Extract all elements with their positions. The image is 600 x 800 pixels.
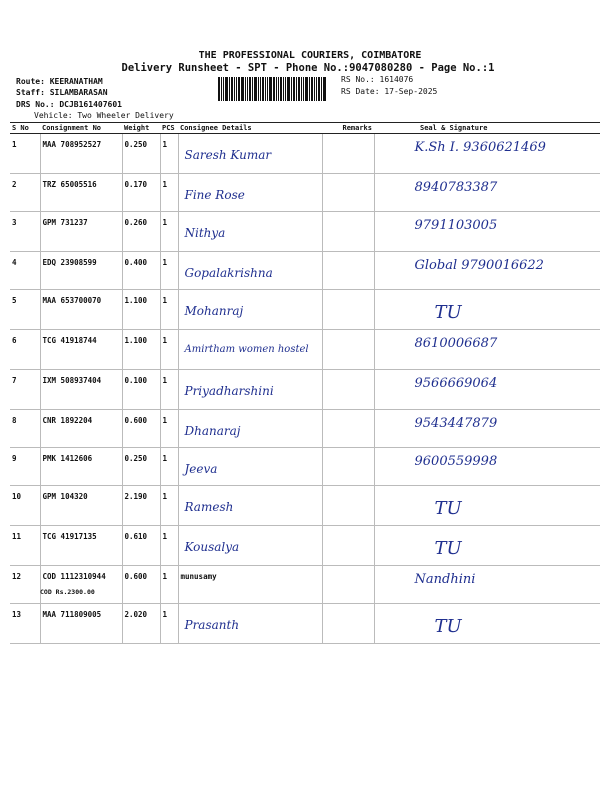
row-pcs: 1 bbox=[160, 566, 178, 604]
row-signature bbox=[374, 134, 600, 174]
row-weight: 0.600 bbox=[122, 410, 160, 448]
barcode-bar bbox=[296, 77, 297, 101]
signature-handwriting: TU bbox=[434, 538, 462, 559]
col-signature: Seal & Signature bbox=[374, 123, 600, 134]
row-consignee bbox=[178, 526, 322, 566]
barcode-bar bbox=[318, 77, 320, 101]
row-consignment: MAA 708952527 bbox=[40, 134, 122, 174]
row-sno: 7 bbox=[10, 370, 40, 410]
row-signature bbox=[374, 290, 600, 330]
table-row bbox=[10, 370, 600, 410]
barcode-bar bbox=[287, 77, 290, 101]
row-weight: 0.250 bbox=[122, 134, 160, 174]
consignee-handwriting: Mohanraj bbox=[184, 304, 244, 318]
row-remarks bbox=[322, 410, 374, 448]
row-remarks bbox=[322, 252, 374, 290]
barcode-bar bbox=[225, 77, 228, 101]
row-consignee bbox=[178, 174, 322, 212]
row-sno: 10 bbox=[10, 486, 40, 526]
barcode-bar bbox=[245, 77, 246, 101]
row-signature bbox=[374, 566, 600, 604]
barcode-bar bbox=[267, 77, 268, 101]
barcode-bar bbox=[238, 77, 240, 101]
row-consignee bbox=[178, 448, 322, 486]
barcode-bar bbox=[280, 77, 282, 101]
barcode-bar bbox=[236, 77, 237, 101]
consignee-handwriting: Dhanaraj bbox=[184, 424, 241, 438]
row-sno: 12 bbox=[10, 566, 40, 604]
row-remarks bbox=[322, 290, 374, 330]
barcode-bar bbox=[305, 77, 308, 101]
table-row bbox=[10, 290, 600, 330]
signature-handwriting: 8610006687 bbox=[414, 336, 498, 351]
consignee-handwriting: Amirtham women hostel bbox=[184, 344, 309, 355]
row-weight: 2.190 bbox=[122, 486, 160, 526]
row-sno: 8 bbox=[10, 410, 40, 448]
barcode-bar bbox=[221, 77, 222, 101]
barcode-bar bbox=[223, 77, 224, 101]
row-weight: 1.100 bbox=[122, 330, 160, 370]
row-consignment: GPM 731237 bbox=[40, 212, 122, 252]
consignee-handwriting: Saresh Kumar bbox=[184, 148, 272, 162]
consignee-handwriting: Gopalakrishna bbox=[184, 266, 273, 280]
table-row bbox=[10, 330, 600, 370]
row-consignment: CNR 1892204 bbox=[40, 410, 122, 448]
row-weight: 2.020 bbox=[122, 604, 160, 644]
barcode-bar bbox=[314, 77, 315, 101]
row-sno: 3 bbox=[10, 212, 40, 252]
signature-handwriting: 8940783387 bbox=[414, 180, 498, 195]
row-consignment: TRZ 65005516 bbox=[40, 174, 122, 212]
row-remarks bbox=[322, 370, 374, 410]
barcode-bar bbox=[218, 77, 220, 101]
barcode-bar bbox=[276, 77, 277, 101]
row-pcs: 1 bbox=[160, 174, 178, 212]
table-header-row bbox=[10, 123, 600, 134]
signature-handwriting: TU bbox=[434, 302, 462, 323]
barcode-bar bbox=[323, 77, 326, 101]
row-consignment: GPM 104320 bbox=[40, 486, 122, 526]
row-consignment: PMK 1412606 bbox=[40, 448, 122, 486]
row-sno: 13 bbox=[10, 604, 40, 644]
staff-label: Staff: SILAMBARASAN bbox=[16, 88, 108, 97]
row-pcs: 1 bbox=[160, 410, 178, 448]
table-row bbox=[10, 212, 600, 252]
consignee-handwriting: Prasanth bbox=[184, 618, 240, 632]
barcode-bar bbox=[293, 77, 295, 101]
consignee-handwriting: Ramesh bbox=[184, 500, 234, 514]
barcode-bar bbox=[249, 77, 251, 101]
row-consignment: MAA 653700070 bbox=[40, 290, 122, 330]
consignee-handwriting: Kousalya bbox=[184, 540, 240, 554]
row-consignment: MAA 711809005 bbox=[40, 604, 122, 644]
row-remarks bbox=[322, 604, 374, 644]
barcode-bar bbox=[309, 77, 310, 101]
row-consignee bbox=[178, 566, 322, 604]
barcode-bar bbox=[298, 77, 300, 101]
row-consignee bbox=[178, 330, 322, 370]
signature-handwriting: 9543447879 bbox=[414, 416, 498, 431]
row-pcs: 1 bbox=[160, 526, 178, 566]
table-row bbox=[10, 448, 600, 486]
barcode-image bbox=[218, 77, 336, 101]
row-consignment: TCG 41917135 bbox=[40, 526, 122, 566]
row-pcs: 1 bbox=[160, 212, 178, 252]
runsheet-title: Delivery Runsheet - SPT - Phone No.:9047080280 - Page No.:1 bbox=[121, 62, 495, 74]
barcode-bar bbox=[231, 77, 233, 101]
rs-date: RS Date: 17-Sep-2025 bbox=[341, 87, 438, 96]
row-signature bbox=[374, 410, 600, 448]
route-label: Route: KEERANATHAM bbox=[16, 77, 103, 86]
signature-handwriting: 9791103005 bbox=[414, 218, 498, 233]
delivery-table bbox=[10, 122, 600, 644]
table-row bbox=[10, 134, 600, 174]
barcode-bar bbox=[291, 77, 292, 101]
signature-handwriting: K.Sh I. 9360621469 bbox=[414, 140, 546, 155]
consignee-handwriting: Nithya bbox=[184, 226, 226, 240]
signature-handwriting: 9566669064 bbox=[414, 376, 498, 391]
row-weight: 0.100 bbox=[122, 370, 160, 410]
barcode-bar bbox=[265, 77, 266, 101]
row-consignee bbox=[178, 486, 322, 526]
row-pcs: 1 bbox=[160, 330, 178, 370]
row-pcs: 1 bbox=[160, 604, 178, 644]
row-weight: 0.260 bbox=[122, 212, 160, 252]
row-consignment: COD 1112310944 bbox=[40, 566, 122, 604]
row-weight: 0.610 bbox=[122, 526, 160, 566]
consignee-handwriting: Jeeva bbox=[184, 462, 218, 476]
barcode-bar bbox=[252, 77, 253, 101]
row-pcs: 1 bbox=[160, 290, 178, 330]
barcode-bar bbox=[321, 77, 322, 101]
row-signature bbox=[374, 486, 600, 526]
row-sno: 6 bbox=[10, 330, 40, 370]
signature-handwriting: Global 9790016622 bbox=[414, 258, 544, 273]
row-consignee bbox=[178, 252, 322, 290]
row-weight: 0.250 bbox=[122, 448, 160, 486]
row-consignment: TCG 41918744 bbox=[40, 330, 122, 370]
col-consignee: Consignee Details bbox=[178, 123, 322, 134]
row-weight: 1.100 bbox=[122, 290, 160, 330]
table-row bbox=[10, 526, 600, 566]
barcode-bar bbox=[234, 77, 235, 101]
table-row bbox=[10, 174, 600, 212]
row-pcs: 1 bbox=[160, 370, 178, 410]
row-weight: 0.170 bbox=[122, 174, 160, 212]
row-pcs: 1 bbox=[160, 486, 178, 526]
barcode-bar bbox=[285, 77, 286, 101]
row-signature bbox=[374, 252, 600, 290]
barcode-bar bbox=[283, 77, 284, 101]
row-signature bbox=[374, 448, 600, 486]
col-sno: S No bbox=[10, 123, 40, 134]
row-sno: 2 bbox=[10, 174, 40, 212]
row-pcs: 1 bbox=[160, 134, 178, 174]
row-consignee bbox=[178, 212, 322, 252]
row-sno: 1 bbox=[10, 134, 40, 174]
barcode-bar bbox=[258, 77, 259, 101]
table-row bbox=[10, 486, 600, 526]
row-remarks bbox=[322, 134, 374, 174]
row-remarks bbox=[322, 448, 374, 486]
signature-handwriting: 9600559998 bbox=[414, 454, 498, 469]
row-signature bbox=[374, 330, 600, 370]
row-consignee bbox=[178, 604, 322, 644]
table-row bbox=[10, 410, 600, 448]
barcode-bar bbox=[273, 77, 275, 101]
signature-handwriting: TU bbox=[434, 616, 462, 637]
row-consignee bbox=[178, 370, 322, 410]
barcode-bar bbox=[269, 77, 272, 101]
row-sno: 9 bbox=[10, 448, 40, 486]
row-consignment: EDQ 23908599 bbox=[40, 252, 122, 290]
col-remarks: Remarks bbox=[322, 123, 374, 134]
row-sno: 4 bbox=[10, 252, 40, 290]
row-consignee bbox=[178, 410, 322, 448]
drs-label: DRS No.: DCJB161407601 bbox=[16, 100, 122, 109]
row-remarks bbox=[322, 526, 374, 566]
row-sno: 5 bbox=[10, 290, 40, 330]
row-signature bbox=[374, 370, 600, 410]
row-remarks bbox=[322, 486, 374, 526]
row-pcs: 1 bbox=[160, 252, 178, 290]
signature-handwriting: TU bbox=[434, 498, 462, 519]
row-pcs: 1 bbox=[160, 448, 178, 486]
signature-handwriting: Nandhini bbox=[414, 572, 476, 587]
barcode-bar bbox=[278, 77, 279, 101]
company-title: THE PROFESSIONAL COURIERS, COIMBATORE bbox=[198, 50, 422, 61]
row-remarks bbox=[322, 212, 374, 252]
row-sno: 11 bbox=[10, 526, 40, 566]
consignee-text: munusamy bbox=[180, 572, 217, 581]
barcode-bar bbox=[262, 77, 264, 101]
table-row bbox=[10, 604, 600, 644]
col-consignment: Consignment No bbox=[40, 123, 122, 134]
barcode-bar bbox=[301, 77, 302, 101]
row-signature bbox=[374, 212, 600, 252]
barcode-bar bbox=[241, 77, 244, 101]
barcode-bar bbox=[247, 77, 248, 101]
barcode-bar bbox=[254, 77, 257, 101]
col-pcs: PCS bbox=[160, 123, 178, 134]
row-remarks bbox=[322, 174, 374, 212]
row-weight: 0.400 bbox=[122, 252, 160, 290]
row-signature bbox=[374, 604, 600, 644]
consignee-handwriting: Fine Rose bbox=[184, 188, 245, 202]
barcode-bar bbox=[260, 77, 261, 101]
table-row bbox=[10, 252, 600, 290]
col-weight: Weight bbox=[122, 123, 160, 134]
row-consignment: IXM 508937404 bbox=[40, 370, 122, 410]
barcode-bar bbox=[229, 77, 230, 101]
barcode-bar bbox=[311, 77, 313, 101]
vehicle-label: Vehicle: Two Wheeler Delivery bbox=[34, 111, 174, 120]
row-signature bbox=[374, 174, 600, 212]
table-row bbox=[10, 566, 600, 604]
row-signature bbox=[374, 526, 600, 566]
rs-number: RS No.: 1614076 bbox=[341, 75, 414, 84]
row-remarks bbox=[322, 330, 374, 370]
row-remarks bbox=[322, 566, 374, 604]
row-weight: 0.600 bbox=[122, 566, 160, 604]
cod-amount: COD Rs.2300.00 bbox=[40, 588, 95, 596]
barcode-bar bbox=[303, 77, 304, 101]
barcode-bar bbox=[316, 77, 317, 101]
consignee-handwriting: Priyadharshini bbox=[184, 384, 274, 398]
row-consignee bbox=[178, 134, 322, 174]
row-consignee bbox=[178, 290, 322, 330]
